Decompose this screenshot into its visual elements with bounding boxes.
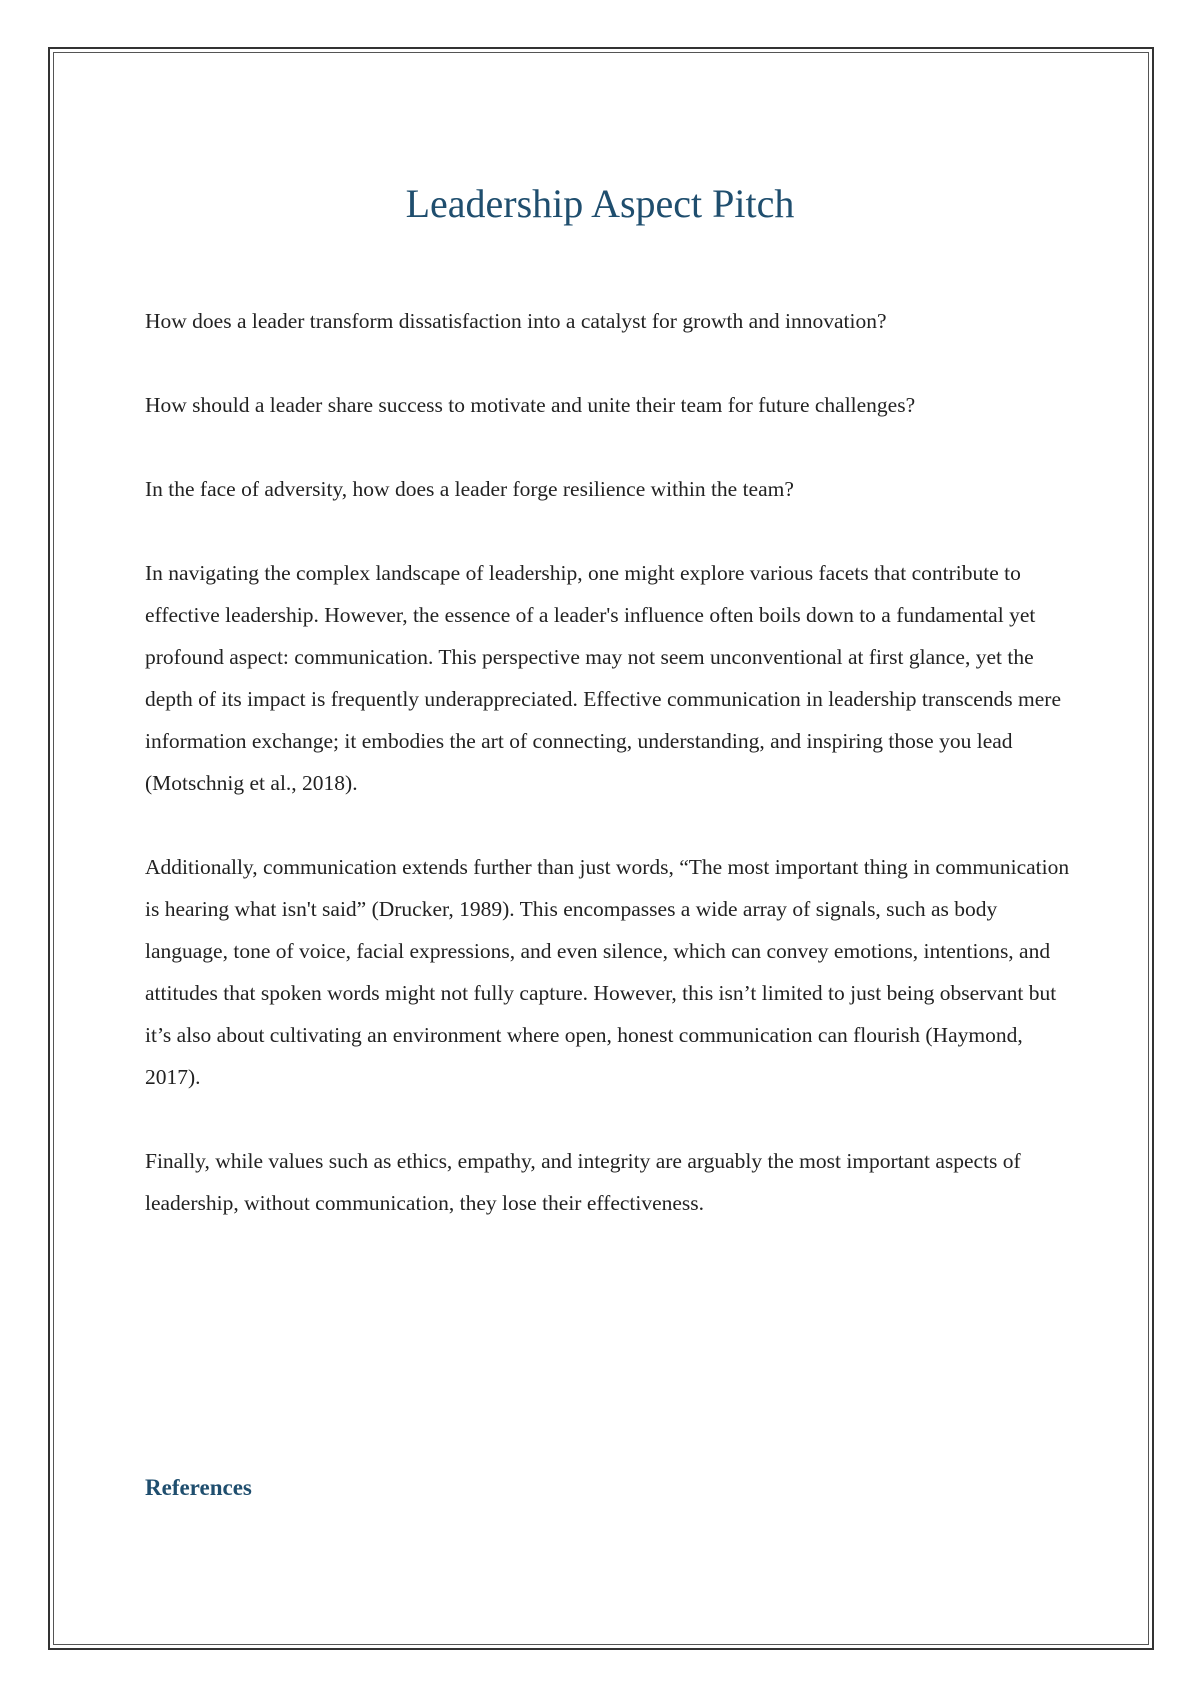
body-paragraph-conclusion: Finally, while values such as ethics, empathy, and integrity are arguably the most important aspects of leadership, without communication, they lose their effectiveness. — [145, 1149, 1021, 1215]
document-body — [145, 300, 1070, 1266]
body-paragraph-nonverbal: Additionally, communication extends further than just words, “The most important thing in communication is hearing what isn't said” (Drucker, 1989). This encompasses a wide array of signals, such as body language, tone of voice, facial expressions, and even silence, which can convey emotions, intentions, and attitudes that spoken words might not fully capture. However, this isn’t limited to just being observant but it’s also about cultivating an environment where open, honest communication can flourish (Haymond, 2017). — [145, 855, 1070, 1089]
question-paragraph-1: How does a leader transform dissatisfaction into a catalyst for growth and innovation? — [145, 309, 887, 333]
body-paragraph-communication: In navigating the complex landscape of leadership, one might explore various facets that contribute to effective leadership. However, the essence of a leader's influence often boils down to a fundamental yet profound aspect: communication. This perspective may not seem unconventional at first glance, yet the depth of its impact is frequently underappreciated. Effective communication in leadership transcends mere information exchange; it embodies the art of connecting, understanding, and inspiring those you lead (Motschnig et al., 2018). — [145, 561, 1062, 795]
question-paragraph-2: How should a leader share success to motivate and unite their team for future challenges? — [145, 393, 916, 417]
question-paragraph-3: In the face of adversity, how does a leader forge resilience within the team? — [145, 477, 794, 501]
document-title: Leadership Aspect Pitch — [405, 181, 795, 226]
references-heading: References — [145, 1475, 252, 1500]
